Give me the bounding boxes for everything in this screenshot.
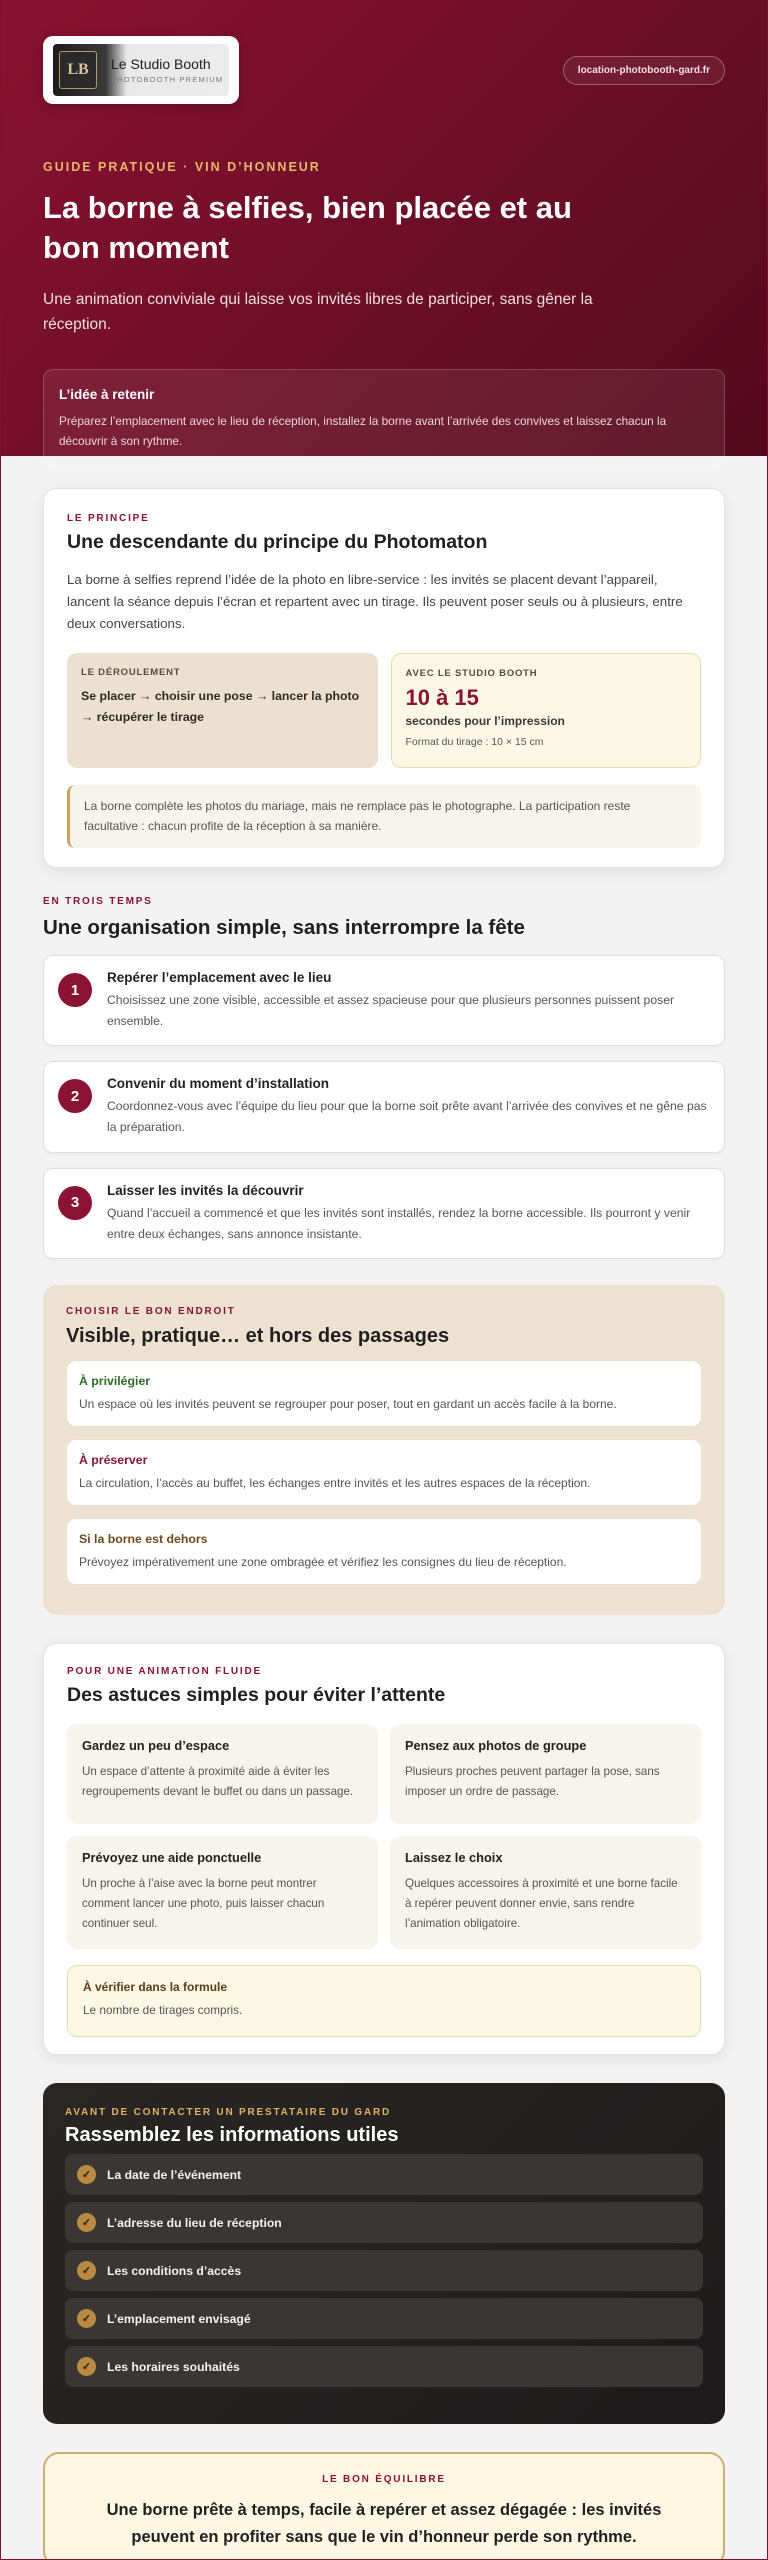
check-icon: ✓ (77, 2261, 96, 2280)
tips-kicker: POUR UNE ANIMATION FLUIDE (67, 1666, 262, 1678)
principle-card (43, 488, 725, 868)
principle-title: Une descendante du principe du Photomaton (67, 531, 488, 553)
logo-name: Le Studio Booth (111, 56, 211, 72)
checklist-item-label: Les horaires souhaités (107, 2359, 240, 2374)
key-idea-text: Préparez l’emplacement avec le lieu de réception, installez la borne avant l’arrivée des convives et laissez chacun la découvrir à son rythme. (59, 413, 667, 448)
print-format: Format du tirage : 10 × 15 cm (405, 735, 544, 748)
logo-subtitle: PHOTOBOOTH PREMIUM (111, 75, 224, 84)
step-number: 3 (58, 1186, 92, 1220)
tip-text: Quelques accessoires à proximité et une borne facile à repérer peuvent donner envie, sans rendre l’animation obligatoire. (405, 1877, 678, 1930)
site-link[interactable]: location-photobooth-gard.fr (563, 56, 725, 85)
tips-card (43, 1643, 725, 2055)
step-body (107, 1183, 710, 1244)
check-icon: ✓ (77, 2213, 96, 2232)
verify-text: Le nombre de tirages compris. (83, 2003, 243, 2018)
steps-title: Une organisation simple, sans interrompre la fête (43, 916, 525, 939)
checklist-item (65, 2202, 703, 2243)
balance-box (43, 2452, 725, 2560)
tip-title: Prévoyez une aide ponctuelle (82, 1850, 262, 1866)
checklist-item (65, 2250, 703, 2291)
tip-title: Pensez aux photos de groupe (405, 1738, 587, 1754)
location-tip-text: La circulation, l’accès au buffet, les échanges entre invités et les autres espaces de la réception. (79, 1476, 591, 1491)
tip-card (67, 1836, 378, 1949)
step-title: Convenir du moment d’installation (107, 1076, 330, 1092)
location-tip (66, 1518, 702, 1585)
hero-lead: Une animation conviviale qui laisse vos invités libres de participer, sans gêner la réception. (43, 290, 593, 333)
hero-kicker: GUIDE PRATIQUE · VIN D’HONNEUR (43, 160, 321, 174)
step-text: Choisissez une zone visible, accessible et assez spacieuse pour que plusieurs personnes puissent poser ensemble. (107, 993, 675, 1028)
principle-note: La borne complète les photos du mariage, mais ne remplace pas le photographe. La participation reste facultative : chacun profite de la réception à sa manière. (67, 785, 701, 848)
studio-label: AVEC LE STUDIO BOOTH (405, 667, 538, 679)
step-text: Coordonnez-vous avec l’équipe du lieu pour que la borne soit prête avant l’arrivée des convives et ne gêne pas la préparation. (107, 1099, 707, 1135)
step-card (43, 955, 725, 1046)
process-label: LE DÉROULEMENT (81, 666, 181, 678)
location-tip-title: À privilégier (79, 1374, 151, 1389)
main-content (1, 488, 767, 2560)
check-icon: ✓ (77, 2165, 96, 2184)
checklist-section (43, 2083, 725, 2424)
checklist-item (65, 2298, 703, 2339)
location-kicker: CHOISIR LE BON ENDROIT (66, 1306, 236, 1318)
location-tip (66, 1439, 702, 1506)
tip-text: Plusieurs proches peuvent partager la pose, sans imposer un ordre de passage. (405, 1765, 660, 1799)
print-time-value: 10 à 15 (405, 684, 479, 710)
logo-text (111, 56, 223, 84)
tip-title: Gardez un peu d’espace (82, 1738, 230, 1754)
checklist-kicker: AVANT DE CONTACTER UN PRESTATAIRE DU GARD (65, 2107, 392, 2119)
location-tip-title: Si la borne est dehors (79, 1532, 208, 1547)
check-icon: ✓ (77, 2309, 96, 2328)
tip-card (390, 1724, 701, 1824)
print-time-label: secondes pour l’impression (405, 713, 565, 728)
step-title: Laisser les invités la découvrir (107, 1182, 304, 1198)
process-text: Se placer → choisir une pose → lancer la photo → récupérer le tirage (81, 688, 360, 724)
step-card (43, 1168, 725, 1259)
verify-title: À vérifier dans la formule (83, 1980, 228, 1995)
principle-text: La borne à selfies reprend l’idée de la photo en libre-service : les invités se placent devant l’appareil, lancent la séance depuis l’écran et repartent avec un tirage. Ils peuvent poser seuls ou à plusieurs, entre deux conversations. (67, 572, 683, 631)
tip-title: Laissez le choix (405, 1850, 503, 1866)
location-title: Visible, pratique… et hors des passages (66, 1325, 450, 1348)
location-tip-text: Prévoyez impérativement une zone ombragée et vérifiez les consignes du lieu de réception. (79, 1555, 567, 1570)
check-icon: ✓ (77, 2357, 96, 2376)
logo-banner (53, 44, 229, 96)
tips-grid (67, 1724, 701, 1949)
steps-kicker: EN TROIS TEMPS (43, 896, 153, 907)
tip-text: Un espace d’attente à proximité aide à éviter les regroupements devant le buffet ou dans un passage. (82, 1765, 354, 1799)
page-title: La borne à selfies, bien placée et au bon moment (43, 190, 572, 266)
key-idea-box (43, 369, 725, 465)
steps-section (43, 896, 725, 1259)
logo[interactable] (43, 36, 239, 104)
verify-box (67, 1965, 701, 2037)
step-number: 1 (58, 973, 92, 1007)
process-box (67, 653, 378, 768)
principle-grid (67, 653, 701, 768)
step-text: Quand l’accueil a commencé et que les invités sont installés, rendez la borne accessible. Ils pourront y venir entre deux échanges, sans annonce insistante. (107, 1205, 691, 1241)
checklist-item (65, 2346, 703, 2387)
location-section (43, 1285, 725, 1615)
checklist-item-label: La date de l’événement (107, 2167, 242, 2182)
checklist-item (65, 2154, 703, 2195)
studio-box (391, 653, 702, 768)
checklist-item-label: L’emplacement envisagé (107, 2311, 251, 2326)
balance-kicker: LE BON ÉQUILIBRE (322, 2474, 446, 2486)
top-bar (43, 36, 725, 104)
step-title: Repérer l’emplacement avec le lieu (107, 970, 332, 985)
checklist-item-label: Les conditions d’accès (107, 2263, 242, 2278)
location-tip (66, 1360, 702, 1427)
tip-card (390, 1836, 701, 1949)
step-body (107, 1076, 710, 1137)
tips-title: Des astuces simples pour éviter l’attente (67, 1684, 446, 1707)
balance-text: Une borne prête à temps, facile à repérer et assez dégagée : les invités peuvent en profiter sans que le vin d’honneur perde son rythme. (106, 2501, 662, 2546)
location-tip-title: À préserver (79, 1453, 148, 1468)
step-body (107, 970, 710, 1031)
tip-card (67, 1724, 378, 1824)
logo-monogram-icon: LB (59, 51, 97, 89)
tip-text: Un proche à l’aise avec la borne peut montrer comment lancer une photo, puis laisser chacun continuer seul. (82, 1877, 325, 1930)
hero-section (1, 0, 767, 456)
step-number: 2 (58, 1079, 92, 1113)
checklist-item-label: L’adresse du lieu de réception (107, 2215, 282, 2230)
location-tip-text: Un espace où les invités peuvent se regrouper pour poser, tout en gardant un accès facile à la borne. (79, 1397, 617, 1412)
key-idea-title: L’idée à retenir (59, 386, 155, 402)
checklist-title: Rassemblez les informations utiles (65, 2124, 399, 2147)
principle-kicker: LE PRINCIPE (67, 513, 150, 524)
step-card (43, 1061, 725, 1152)
